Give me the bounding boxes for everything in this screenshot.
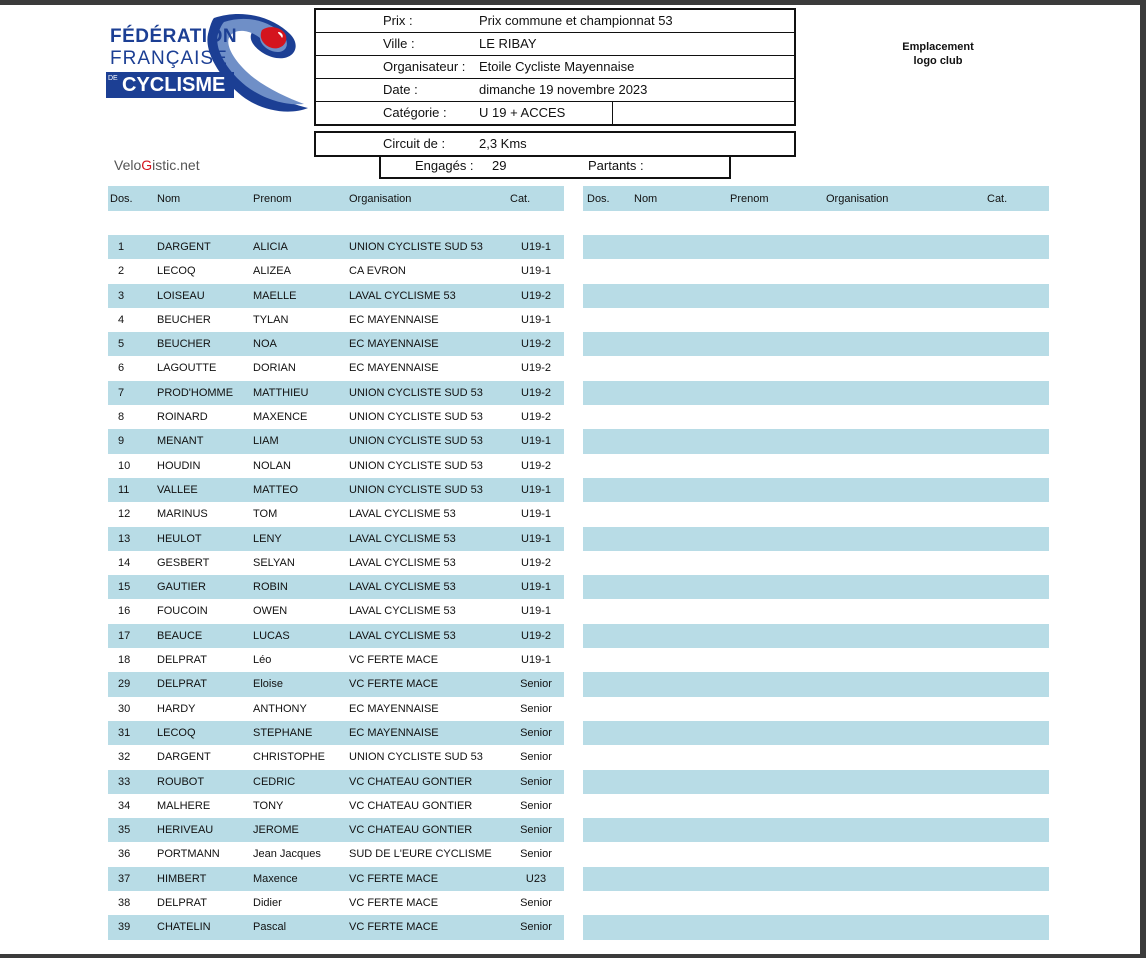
table-row-empty (583, 235, 1049, 259)
rider-prenom: TYLAN (253, 313, 289, 326)
table-row-empty (583, 794, 1049, 818)
rider-nom: HOUDIN (157, 459, 201, 472)
table-row-empty (583, 527, 1049, 551)
rider-cat: Senior (520, 824, 552, 837)
rider-nom: FOUCOIN (157, 605, 208, 618)
header-prenom: Prenom (730, 193, 769, 205)
rider-organisation: VC CHATEAU GONTIER (349, 775, 473, 788)
rider-cat: U19-1 (521, 581, 551, 594)
table-row-empty (583, 405, 1049, 429)
table-header (583, 186, 1049, 211)
rider-dos: 13 (118, 532, 131, 545)
rider-dos: 31 (118, 726, 131, 739)
rider-prenom: Maxence (253, 872, 298, 885)
event-label: Organisateur : (383, 59, 466, 74)
rider-nom: CHATELIN (157, 921, 211, 934)
rider-cat: U19-2 (521, 338, 551, 351)
rider-dos: 2 (118, 265, 125, 278)
rider-nom: LECOQ (157, 265, 196, 278)
rider-organisation: VC FERTE MACE (349, 654, 439, 667)
rider-nom: PROD'HOMME (157, 386, 234, 399)
rider-dos: 35 (118, 824, 131, 837)
event-label: Ville : (383, 36, 415, 51)
table-row (108, 770, 564, 794)
ffc-logo-line1: FÉDÉRATION (110, 26, 238, 47)
table-row-empty (583, 575, 1049, 599)
table-row (108, 697, 564, 721)
ffc-logo-line2: FRANÇAISE (110, 48, 228, 69)
table-spacer (583, 211, 1049, 235)
table-header (108, 186, 564, 211)
rider-prenom: CEDRIC (253, 775, 296, 788)
table-row-empty (583, 429, 1049, 453)
rider-dos: 39 (118, 921, 131, 934)
event-row-date (316, 79, 794, 102)
header-dos: Dos. (587, 193, 610, 205)
rider-cat: Senior (520, 921, 552, 934)
rider-organisation: LAVAL CYCLISME 53 (349, 581, 456, 594)
rider-cat: U19-1 (521, 654, 551, 667)
table-row-empty (583, 891, 1049, 915)
rider-prenom: TONY (253, 799, 284, 812)
rider-dos: 3 (118, 289, 125, 302)
table-row (108, 867, 564, 891)
table-row (108, 332, 564, 356)
table-row (108, 599, 564, 623)
table-row-empty (583, 624, 1049, 648)
table-row-empty (583, 867, 1049, 891)
rider-nom: DARGENT (157, 241, 211, 253)
rider-dos: 16 (118, 605, 131, 618)
rider-dos: 29 (118, 678, 131, 691)
rider-organisation: VC FERTE MACE (349, 678, 439, 691)
rider-prenom: Didier (253, 897, 282, 910)
rider-dos: 15 (118, 581, 131, 594)
rider-prenom: DORIAN (253, 362, 296, 375)
rider-nom: GAUTIER (157, 581, 206, 594)
event-row-categorie (316, 102, 794, 124)
engages-label: Engagés : (415, 158, 474, 173)
rider-cat: Senior (520, 702, 552, 715)
rider-prenom: Léo (253, 654, 272, 667)
rider-dos: 32 (118, 751, 131, 764)
header-organisation: Organisation (349, 193, 412, 205)
rider-cat: U19-2 (521, 362, 551, 375)
rider-dos: 5 (118, 338, 125, 351)
rider-nom: DARGENT (157, 751, 211, 764)
header-organisation: Organisation (826, 193, 889, 205)
rider-organisation: SUD DE L'EURE CYCLISME (349, 848, 492, 861)
rider-organisation: LAVAL CYCLISME 53 (349, 532, 456, 545)
table-body (583, 235, 1049, 940)
event-label: Prix : (383, 13, 413, 28)
rider-nom: DELPRAT (157, 897, 207, 910)
table-row-empty (583, 502, 1049, 526)
table-row-empty (583, 818, 1049, 842)
rider-nom: MARINUS (157, 508, 208, 521)
event-value: Prix commune et championnat 53 (479, 13, 673, 28)
rider-cat: Senior (520, 799, 552, 812)
rider-cat: U23 (525, 872, 547, 885)
riders-table-left (108, 186, 564, 940)
rider-organisation: CA EVRON (349, 265, 406, 278)
rider-nom: DELPRAT (157, 678, 207, 691)
engages-value: 29 (492, 158, 507, 173)
table-row (108, 429, 564, 453)
event-row-organisateur (316, 56, 794, 79)
rider-dos: 37 (118, 872, 131, 885)
event-value: Etoile Cycliste Mayennaise (479, 59, 635, 74)
event-info-box (314, 8, 796, 126)
rider-prenom: Pascal (253, 921, 287, 934)
rider-dos: 17 (118, 629, 131, 642)
rider-dos: 9 (118, 435, 125, 448)
event-value: LE RIBAY (479, 36, 537, 51)
table-row-empty (583, 648, 1049, 672)
rider-dos: 12 (118, 508, 131, 521)
header-nom: Nom (157, 193, 181, 205)
rider-cat: U19-1 (521, 532, 551, 545)
table-row (108, 794, 564, 818)
rider-dos: 1 (118, 241, 125, 253)
header-cat: Cat. (987, 193, 1008, 205)
rider-organisation: UNION CYCLISTE SUD 53 (349, 459, 483, 472)
rider-prenom: JEROME (253, 824, 299, 837)
rider-dos: 36 (118, 848, 131, 861)
rider-organisation: UNION CYCLISTE SUD 53 (349, 386, 483, 399)
rider-prenom: CHRISTOPHE (253, 751, 325, 764)
rider-nom: PORTMANN (157, 848, 220, 861)
rider-prenom: SELYAN (253, 556, 295, 569)
table-row (108, 356, 564, 380)
rider-cat: U19-1 (521, 313, 551, 326)
rider-organisation: EC MAYENNAISE (349, 362, 439, 375)
header-prenom: Prenom (253, 193, 292, 205)
rider-prenom: NOA (253, 338, 277, 351)
rider-cat: U19-1 (521, 508, 551, 521)
circuit-value: 2,3 Kms (479, 136, 527, 151)
table-row (108, 745, 564, 769)
rider-prenom: MATTHIEU (253, 386, 309, 399)
velogistic-suffix: istic.net (152, 157, 200, 173)
rider-nom: HEULOT (157, 532, 202, 545)
table-row-empty (583, 770, 1049, 794)
rider-organisation: EC MAYENNAISE (349, 313, 439, 326)
table-row (108, 891, 564, 915)
table-row (108, 527, 564, 551)
rider-prenom: TOM (253, 508, 278, 521)
table-row (108, 721, 564, 745)
window-frame-right (1140, 0, 1146, 958)
table-row (108, 259, 564, 283)
rider-nom: GESBERT (157, 556, 210, 569)
table-row (108, 454, 564, 478)
table-row (108, 648, 564, 672)
event-label: Catégorie : (383, 105, 447, 120)
event-row-ville (316, 33, 794, 56)
rider-prenom: NOLAN (253, 459, 291, 472)
rider-prenom: STEPHANE (253, 726, 313, 739)
table-row-empty (583, 259, 1049, 283)
table-row (108, 235, 564, 259)
table-row-empty (583, 697, 1049, 721)
rider-organisation: EC MAYENNAISE (349, 726, 439, 739)
rider-dos: 4 (118, 313, 125, 326)
rider-organisation: UNION CYCLISTE SUD 53 (349, 411, 483, 424)
window-frame-top (0, 0, 1146, 5)
rider-cat: U19-2 (521, 629, 551, 642)
rider-cat: Senior (520, 678, 552, 691)
rider-nom: BEUCHER (157, 313, 211, 326)
event-value: dimanche 19 novembre 2023 (479, 82, 648, 97)
rider-organisation: UNION CYCLISTE SUD 53 (349, 483, 483, 496)
rider-dos: 11 (118, 483, 130, 496)
rider-prenom: ALICIA (253, 241, 288, 253)
event-value: U 19 + ACCES (479, 105, 566, 120)
ffc-logo (104, 12, 309, 117)
window-frame-bottom (0, 954, 1146, 958)
rider-cat: U19-2 (521, 289, 551, 302)
logo-club-line1: Emplacement (902, 41, 974, 53)
header-cat: Cat. (510, 193, 531, 205)
rider-cat: Senior (520, 751, 552, 764)
velogistic-brand (114, 157, 200, 173)
riders-table-right (583, 186, 1049, 940)
rider-organisation: VC FERTE MACE (349, 897, 439, 910)
rider-cat: Senior (520, 775, 552, 788)
circuit-box (314, 131, 796, 157)
header-nom: Nom (634, 193, 658, 205)
rider-nom: ROINARD (157, 411, 208, 424)
table-row-empty (583, 551, 1049, 575)
rider-prenom: LENY (253, 532, 282, 545)
rider-nom: HIMBERT (157, 872, 207, 885)
rider-organisation: VC FERTE MACE (349, 921, 439, 934)
rider-cat: U19-1 (521, 435, 551, 448)
event-row-prix (316, 10, 794, 33)
rider-cat: U19-1 (521, 483, 551, 496)
rider-organisation: LAVAL CYCLISME 53 (349, 508, 456, 521)
rider-prenom: LUCAS (253, 629, 290, 642)
table-row-empty (583, 721, 1049, 745)
rider-cat: U19-1 (521, 605, 551, 618)
table-row-empty (583, 381, 1049, 405)
table-row-empty (583, 284, 1049, 308)
rider-prenom: OWEN (253, 605, 288, 618)
rider-organisation: VC FERTE MACE (349, 872, 439, 885)
rider-dos: 8 (118, 411, 125, 424)
table-row (108, 672, 564, 696)
table-row (108, 575, 564, 599)
rider-dos: 18 (118, 654, 131, 667)
table-row (108, 502, 564, 526)
table-row-empty (583, 842, 1049, 866)
rider-organisation: LAVAL CYCLISME 53 (349, 629, 456, 642)
table-row (108, 915, 564, 939)
rider-organisation: EC MAYENNAISE (349, 338, 439, 351)
table-row-empty (583, 745, 1049, 769)
table-row (108, 478, 564, 502)
ffc-logo-de: DE (108, 75, 118, 82)
table-row-empty (583, 332, 1049, 356)
rider-prenom: Jean Jacques (253, 848, 321, 861)
rider-nom: VALLEE (157, 483, 198, 496)
partants-label: Partants : (588, 158, 644, 173)
rider-organisation: LAVAL CYCLISME 53 (349, 605, 456, 618)
table-row-empty (583, 915, 1049, 939)
rider-nom: DELPRAT (157, 654, 207, 667)
rider-nom: MENANT (157, 435, 204, 448)
rider-nom: LECOQ (157, 726, 196, 739)
table-row (108, 405, 564, 429)
rider-dos: 33 (118, 775, 131, 788)
ffc-logo-line3: CYCLISME (122, 74, 226, 96)
velogistic-prefix: Velo (114, 157, 142, 173)
rider-cat: Senior (520, 848, 552, 861)
rider-nom: ROUBOT (157, 775, 205, 788)
rider-dos: 14 (118, 556, 131, 569)
rider-organisation: LAVAL CYCLISME 53 (349, 289, 456, 302)
rider-cat: U19-2 (521, 556, 551, 569)
rider-dos: 10 (118, 459, 131, 472)
rider-cat: U19-1 (521, 265, 551, 278)
rider-organisation: EC MAYENNAISE (349, 702, 439, 715)
rider-organisation: LAVAL CYCLISME 53 (349, 556, 456, 569)
table-row-empty (583, 308, 1049, 332)
rider-prenom: MAELLE (253, 289, 297, 302)
rider-prenom: Eloise (253, 678, 283, 691)
logo-club-line2: logo club (913, 55, 963, 67)
rider-cat: U19-2 (521, 386, 551, 399)
velogistic-g: G (141, 157, 153, 173)
table-row (108, 624, 564, 648)
rider-nom: LAGOUTTE (157, 362, 217, 375)
rider-organisation: UNION CYCLISTE SUD 53 (349, 241, 483, 253)
table-row-empty (583, 454, 1049, 478)
table-row (108, 308, 564, 332)
rider-organisation: VC CHATEAU GONTIER (349, 824, 473, 837)
rider-nom: MALHERE (157, 799, 211, 812)
table-row (108, 284, 564, 308)
rider-prenom: MATTEO (253, 483, 299, 496)
event-divider (612, 102, 613, 124)
rider-prenom: LIAM (253, 435, 279, 448)
rider-organisation: UNION CYCLISTE SUD 53 (349, 751, 483, 764)
table-row-empty (583, 478, 1049, 502)
table-spacer (108, 211, 564, 235)
rider-cat: U19-1 (521, 241, 551, 253)
table-row-empty (583, 599, 1049, 623)
rider-dos: 6 (118, 362, 125, 375)
circuit-label: Circuit de : (383, 136, 446, 151)
rider-nom: HARDY (157, 702, 196, 715)
rider-cat: U19-2 (521, 459, 551, 472)
engages-box (379, 155, 731, 179)
rider-nom: BEUCHER (157, 338, 211, 351)
rider-prenom: MAXENCE (253, 411, 308, 424)
rider-cat: U19-2 (521, 411, 551, 424)
rider-dos: 38 (118, 897, 131, 910)
rider-nom: BEAUCE (157, 629, 203, 642)
rider-dos: 34 (118, 799, 131, 812)
rider-cat: Senior (520, 726, 552, 739)
rider-cat: Senior (520, 897, 552, 910)
rider-organisation: UNION CYCLISTE SUD 53 (349, 435, 483, 448)
table-row (108, 551, 564, 575)
table-row (108, 842, 564, 866)
rider-nom: LOISEAU (157, 289, 205, 302)
event-label: Date : (383, 82, 418, 97)
table-row (108, 381, 564, 405)
rider-organisation: VC CHATEAU GONTIER (349, 799, 473, 812)
rider-prenom: ALIZEA (253, 265, 291, 278)
header-dos: Dos. (110, 193, 133, 205)
rider-nom: HERIVEAU (157, 824, 214, 837)
table-row-empty (583, 672, 1049, 696)
logo-club-placeholder (870, 40, 1006, 68)
rider-dos: 30 (118, 702, 131, 715)
rider-prenom: ANTHONY (253, 702, 307, 715)
rider-dos: 7 (118, 386, 125, 399)
table-row (108, 818, 564, 842)
rider-prenom: ROBIN (253, 581, 288, 594)
table-body (108, 235, 564, 940)
table-row-empty (583, 356, 1049, 380)
